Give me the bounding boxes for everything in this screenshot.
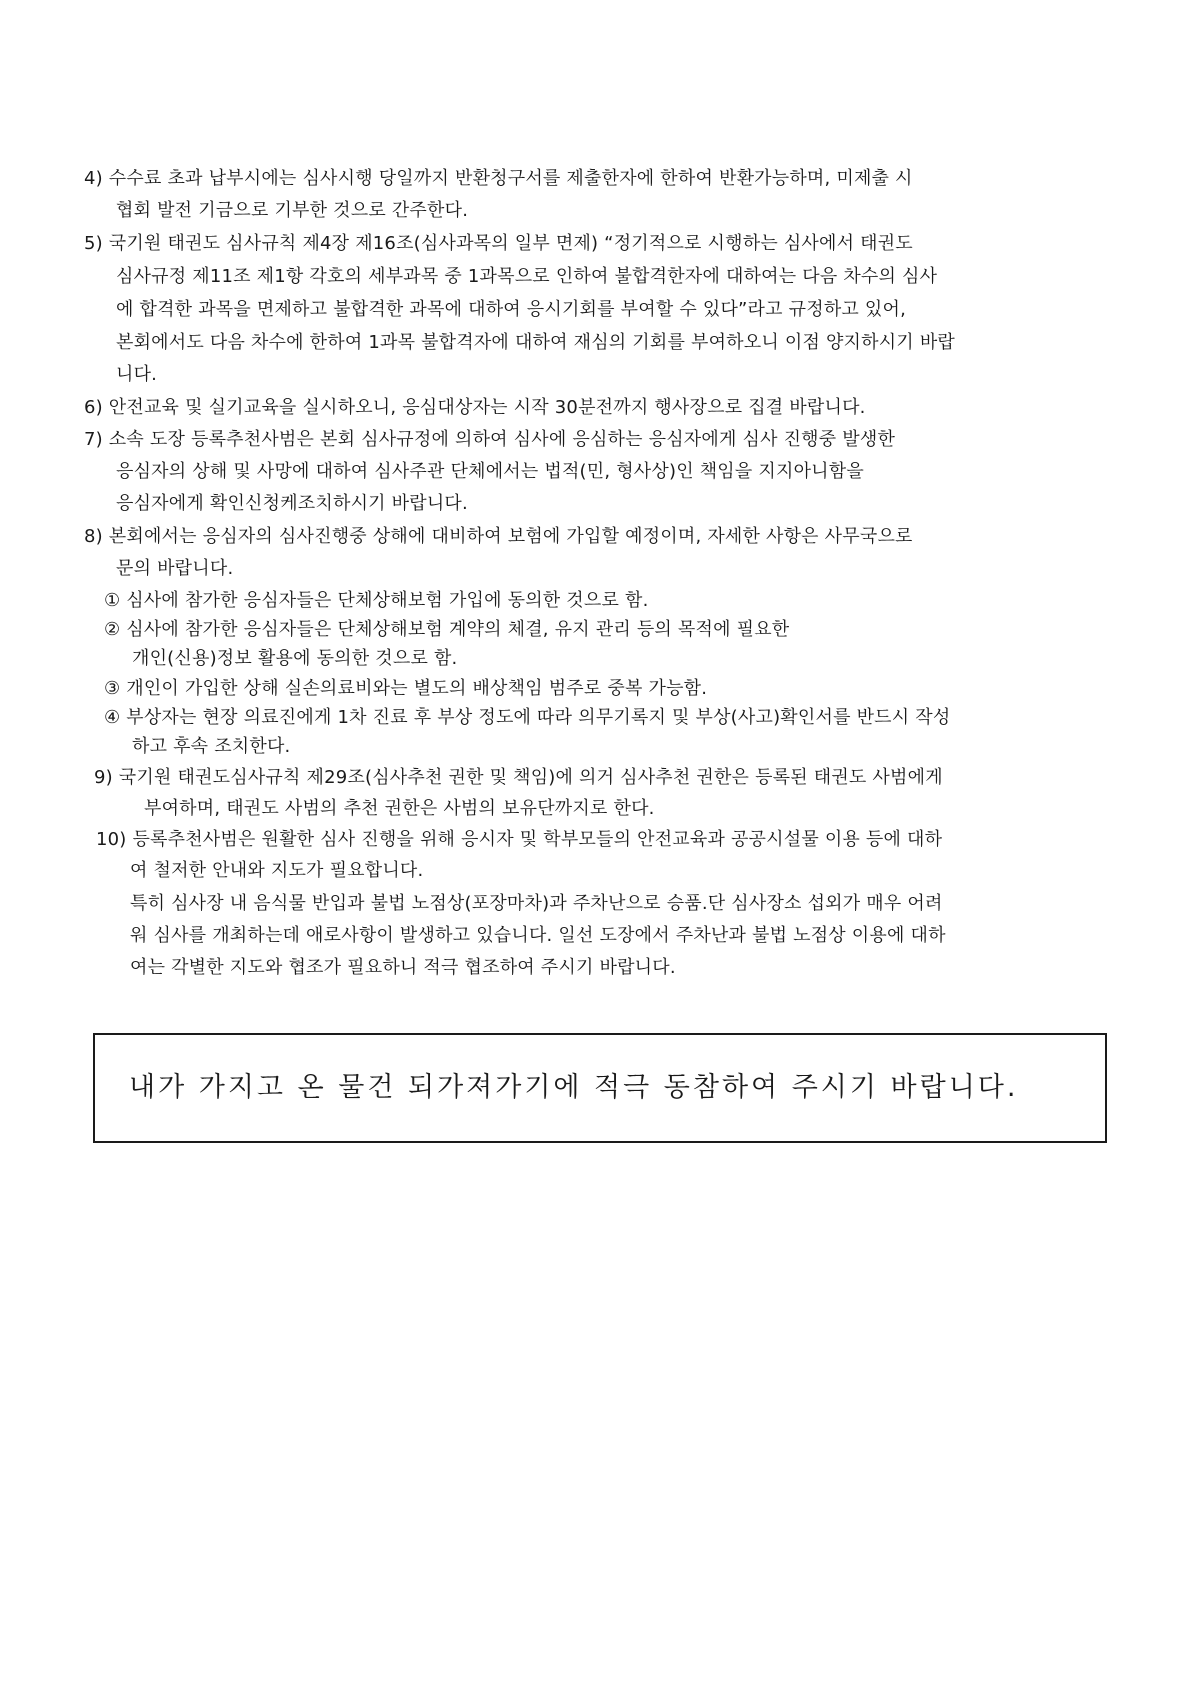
item5-line5: 니다. (116, 364, 158, 385)
item10-line4: 워 심사를 개최하는데 애로사항이 발생하고 있습니다. 일선 도장에서 주차난과 불법 노점상 이용에 대하 (130, 925, 946, 946)
item8-sub4a: ④ 부상자는 현장 의료진에게 1차 진료 후 부상 정도에 따라 의무기록지 및 부상(사고)확인서를 반드시 작성 (104, 707, 951, 728)
item8-sub3: ③ 개인이 가입한 상해 실손의료비와는 별도의 배상책임 범주로 중복 가능함. (104, 678, 708, 699)
item9-line2: 부여하며, 태권도 사범의 추천 권한은 사범의 보유단까지로 한다. (144, 798, 655, 819)
item10-line5: 여는 각별한 지도와 협조가 필요하니 적극 협조하여 주시기 바랍니다. (130, 957, 676, 978)
item5-line2: 심사규정 제11조 제1항 각호의 세부과목 중 1과목으로 인하여 불합격한자에 대하여는 다음 차수의 심사 (116, 266, 938, 287)
item10-line3: 특히 심사장 내 음식물 반입과 불법 노점상(포장마차)과 주차난으로 승품.단 심사장소 섭외가 매우 어려 (130, 893, 943, 914)
item8-sub1: ① 심사에 참가한 응심자들은 단체상해보험 가입에 동의한 것으로 함. (104, 590, 649, 611)
item10-line2: 여 철저한 안내와 지도가 필요합니다. (130, 860, 424, 881)
item10-line1: 10) 등록추천사범은 원활한 심사 진행을 위해 응시자 및 학부모들의 안전교육과 공공시설물 이용 등에 대하 (96, 829, 943, 850)
item5-line1: 5) 국기원 태권도 심사규칙 제4장 제16조(심사과목의 일부 면제) “정기적으로 시행하는 심사에서 태권도 (84, 233, 913, 254)
notice-box (93, 1033, 1107, 1143)
item8-sub4b: 하고 후속 조치한다. (132, 736, 291, 757)
item6-line1: 6) 안전교육 및 실기교육을 실시하오니, 응심대상자는 시작 30분전까지 행사장으로 집결 바랍니다. (84, 397, 866, 418)
item9-line1: 9) 국기원 태권도심사규칙 제29조(심사추천 권한 및 책임)에 의거 심사추천 권한은 등록된 태권도 사범에게 (94, 767, 943, 788)
item4-line2: 협회 발전 기금으로 기부한 것으로 간주한다. (116, 200, 469, 221)
item5-line3: 에 합격한 과목을 면제하고 불합격한 과목에 대하여 응시기회를 부여할 수 있다”라고 규정하고 있어, (116, 299, 907, 320)
notice-text: 내가 가지고 온 물건 되가져가기에 적극 동참하여 주시기 바랍니다. (129, 1072, 1019, 1103)
item8-line1: 8) 본회에서는 응심자의 심사진행중 상해에 대비하여 보험에 가입할 예정이며, 자세한 사항은 사무국으로 (84, 526, 913, 547)
item7-line1: 7) 소속 도장 등록추천사범은 본회 심사규정에 의하여 심사에 응심하는 응심자에게 심사 진행중 발생한 (84, 429, 896, 450)
item8-sub2b: 개인(신용)정보 활용에 동의한 것으로 함. (132, 648, 458, 669)
item7-line2: 응심자의 상해 및 사망에 대하여 심사주관 단체에서는 법적(민, 형사상)인 책임을 지지아니함을 (116, 461, 864, 482)
item4-line1: 4) 수수료 초과 납부시에는 심사시행 당일까지 반환청구서를 제출한자에 한하여 반환가능하며, 미제출 시 (84, 168, 913, 189)
item8-line2: 문의 바랍니다. (116, 558, 234, 579)
item8-sub2a: ② 심사에 참가한 응심자들은 단체상해보험 계약의 체결, 유지 관리 등의 목적에 필요한 (104, 619, 790, 640)
item7-line3: 응심자에게 확인신청케조치하시기 바랍니다. (116, 493, 468, 514)
item5-line4: 본회에서도 다음 차수에 한하여 1과목 불합격자에 대하여 재심의 기회를 부여하오니 이점 양지하시기 바랍 (116, 332, 955, 353)
